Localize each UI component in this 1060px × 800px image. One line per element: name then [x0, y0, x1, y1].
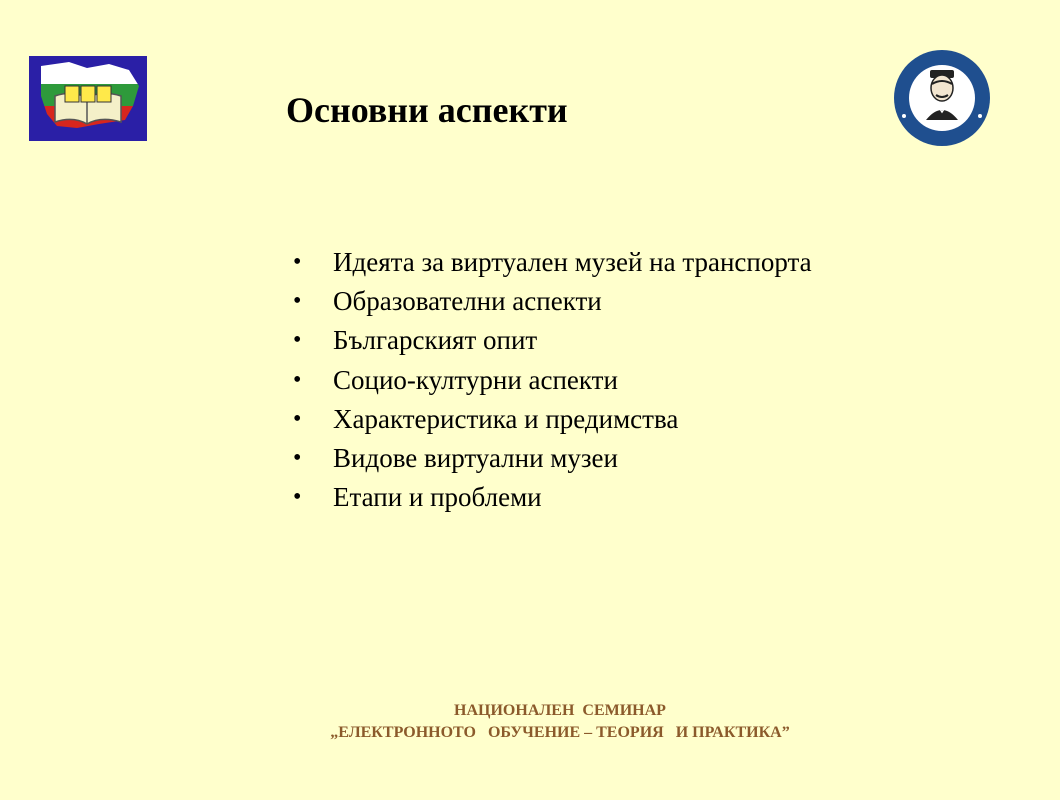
footer-line-2: „ЕЛЕКТРОННОТО ОБУЧЕНИЕ – ТЕОРИЯ И ПРАКТИКА”	[330, 724, 790, 741]
bullet-text: Българският опит	[333, 325, 538, 356]
bullet-list	[293, 243, 812, 517]
list-item	[293, 439, 812, 478]
list-item	[293, 400, 812, 439]
school-emblem	[886, 48, 998, 148]
list-item	[293, 361, 812, 400]
bullet-text: Характеристика и предимства	[333, 403, 679, 434]
bullet-text: Видове виртуални музеи	[333, 443, 618, 474]
footer	[300, 700, 820, 744]
school-emblem-icon	[886, 48, 998, 148]
bullet-icon: •	[293, 405, 302, 432]
bullet-text: Социо-културни аспекти	[333, 364, 618, 395]
bullet-icon: •	[293, 445, 302, 472]
list-item	[293, 321, 812, 360]
list-item	[293, 243, 812, 282]
vvu-logo	[29, 56, 147, 141]
vvu-logo-icon	[29, 56, 147, 141]
list-item	[293, 282, 812, 321]
bullet-text: Етапи и проблеми	[333, 482, 542, 513]
bullet-icon: •	[293, 484, 302, 511]
bullet-icon: •	[293, 366, 302, 393]
bullet-text: Идеята за виртуален музей на транспорта	[333, 247, 812, 278]
bullet-icon: •	[293, 327, 302, 354]
bullet-icon: •	[293, 249, 302, 276]
footer-line-1: НАЦИОНАЛЕН СЕМИНАР	[454, 702, 666, 719]
bullet-text: Образователни аспекти	[333, 286, 602, 317]
slide-title: Основни аспекти	[286, 90, 568, 130]
list-item	[293, 478, 812, 517]
bullet-icon: •	[293, 288, 302, 315]
